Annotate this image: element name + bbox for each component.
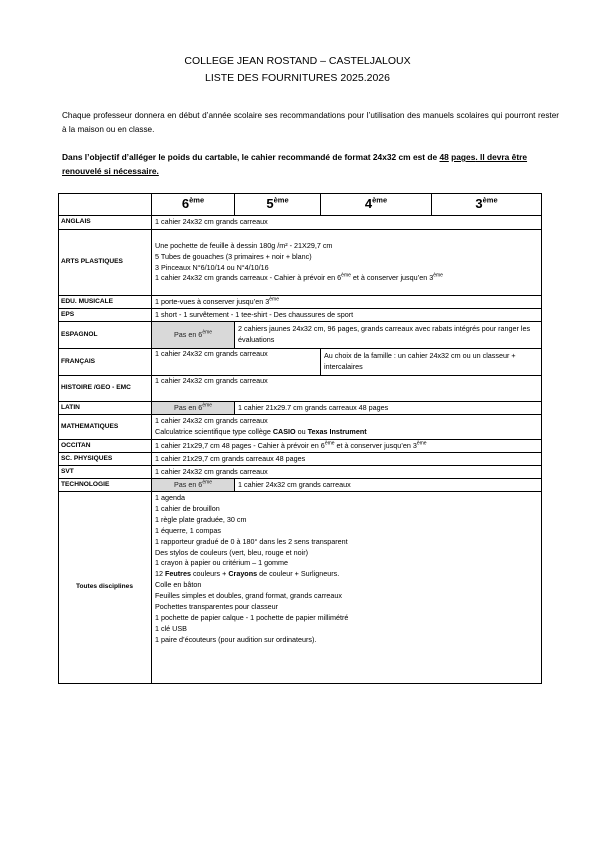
school-title: COLLEGE JEAN ROSTAND – CASTELJALOUX — [184, 55, 411, 67]
subject-espagnol: ESPAGNOL — [59, 322, 152, 349]
table-header-row — [59, 194, 542, 216]
subject-toutes-disciplines: Toutes disciplines — [59, 492, 152, 684]
table-row — [59, 415, 542, 440]
table-row — [59, 440, 542, 453]
grade-3: 3ème — [432, 194, 542, 216]
subject-arts-plastiques: ARTS PLASTIQUES — [59, 230, 152, 296]
musique-supplies: 1 porte-vues à conserver jusqu’en 3ème — [152, 296, 542, 309]
table-row — [59, 322, 542, 349]
espagnol-not-in-6: Pas en 6ème — [152, 322, 235, 349]
anglais-supplies: 1 cahier 24x32 cm grands carreaux — [152, 216, 542, 230]
subject-musique: EDU. MUSICALE — [59, 296, 152, 309]
francais-supplies-4-3: Au choix de la famille : un cahier 24x32 cm ou un classeur + intercalaires — [321, 349, 542, 376]
subject-francais: FRANÇAIS — [59, 349, 152, 376]
latin-not-in-6: Pas en 6ème — [152, 402, 235, 415]
objectif-paragraph: Dans l’objectif d’alléger le poids du cartable, le cahier recommandé de format 24x32 cm est de 48 pages. Il devra être renouvelé si nécessaire. — [62, 152, 528, 176]
table-row — [59, 479, 542, 492]
latin-supplies: 1 cahier 21x29.7 cm grands carreaux 48 pages — [235, 402, 542, 415]
table-row — [59, 216, 542, 230]
supplies-table — [58, 193, 542, 684]
grade-6: 6ème — [152, 194, 235, 216]
table-row — [59, 453, 542, 466]
table-row — [59, 349, 542, 376]
techno-not-in-6: Pas en 6ème — [152, 479, 235, 492]
grade-5: 5ème — [235, 194, 321, 216]
subject-anglais: ANGLAIS — [59, 216, 152, 230]
francais-supplies-6-5: 1 cahier 24x32 cm grands carreaux — [152, 349, 321, 376]
grade-4: 4ème — [321, 194, 432, 216]
list-title: LISTE DES FOURNITURES 2025.2026 — [205, 72, 390, 84]
header-empty-cell — [59, 194, 152, 216]
subject-technologie: TECHNOLOGIE — [59, 479, 152, 492]
physique-supplies: 1 cahier 21x29,7 cm grands carreaux 48 pages — [152, 453, 542, 466]
histoire-supplies: 1 cahier 24x32 cm grands carreaux — [152, 376, 542, 402]
occitan-supplies: 1 cahier 21x29,7 cm 48 pages - Cahier à prévoir en 6ème et à conserver jusqu’en 3ème — [152, 440, 542, 453]
maths-supplies: 1 cahier 24x32 cm grands carreaux Calculatrice scientifique type collège CASIO ou Texas Instrument — [152, 415, 542, 440]
svt-supplies: 1 cahier 24x32 cm grands carreaux — [152, 466, 542, 479]
toutes-disciplines-supplies: 1 agenda 1 cahier de brouillon 1 règle plate graduée, 30 cm 1 équerre, 1 compas 1 rapporteur gradué de 0 à 180° dans les 2 sens transparent Des stylos de couleurs (vert, bleu, rouge et noir) 1 crayon à papier ou critérium – 1 gomme 12 Feutres couleurs + Crayons de couleur + Surligneurs. Colle en bâton Feuilles simples et doubles, grand format, grands carreaux Pochettes transparentes pour classeur 1 pochette de papier calque - 1 pochette de papier millimétré 1 clé USB 1 paire d’écouteurs (pour audition sur ordinateurs). — [152, 492, 542, 684]
subject-physique: SC. PHYSIQUES — [59, 453, 152, 466]
espagnol-supplies: 2 cahiers jaunes 24x32 cm, 96 pages, grands carreaux avec rabats intégrés pour ranger les évaluations — [235, 322, 542, 349]
table-row — [59, 296, 542, 309]
intro-paragraph: Chaque professeur donnera en début d’année scolaire ses recommandations pour l’utilisation des manuels scolaires qui pourront rester à la maison ou en classe. — [62, 111, 559, 134]
table-row — [59, 492, 542, 684]
techno-supplies: 1 cahier 24x32 cm grands carreaux — [235, 479, 542, 492]
table-row — [59, 309, 542, 322]
subject-latin: LATIN — [59, 402, 152, 415]
subject-svt: SVT — [59, 466, 152, 479]
subject-mathematiques: MATHEMATIQUES — [59, 415, 152, 440]
table-row — [59, 376, 542, 402]
table-row — [59, 402, 542, 415]
subject-eps: EPS — [59, 309, 152, 322]
subject-histoire: HISTOIRE /GEO - EMC — [59, 376, 152, 402]
table-row — [59, 466, 542, 479]
eps-supplies: 1 short - 1 survêtement - 1 tee-shirt - Des chaussures de sport — [152, 309, 542, 322]
table-row — [59, 230, 542, 296]
arts-supplies: Une pochette de feuille à dessin 180g /m² - 21X29,7 cm 5 Tubes de gouaches (3 primaires + noir + blanc) 3 Pinceaux N°6/10/14 ou N°4/10/16 1 cahier 24x32 cm grands carreaux - Cahier à prévoir en 6ème et à conserver jusqu’en 3ème — [152, 230, 542, 296]
subject-occitan: OCCITAN — [59, 440, 152, 453]
